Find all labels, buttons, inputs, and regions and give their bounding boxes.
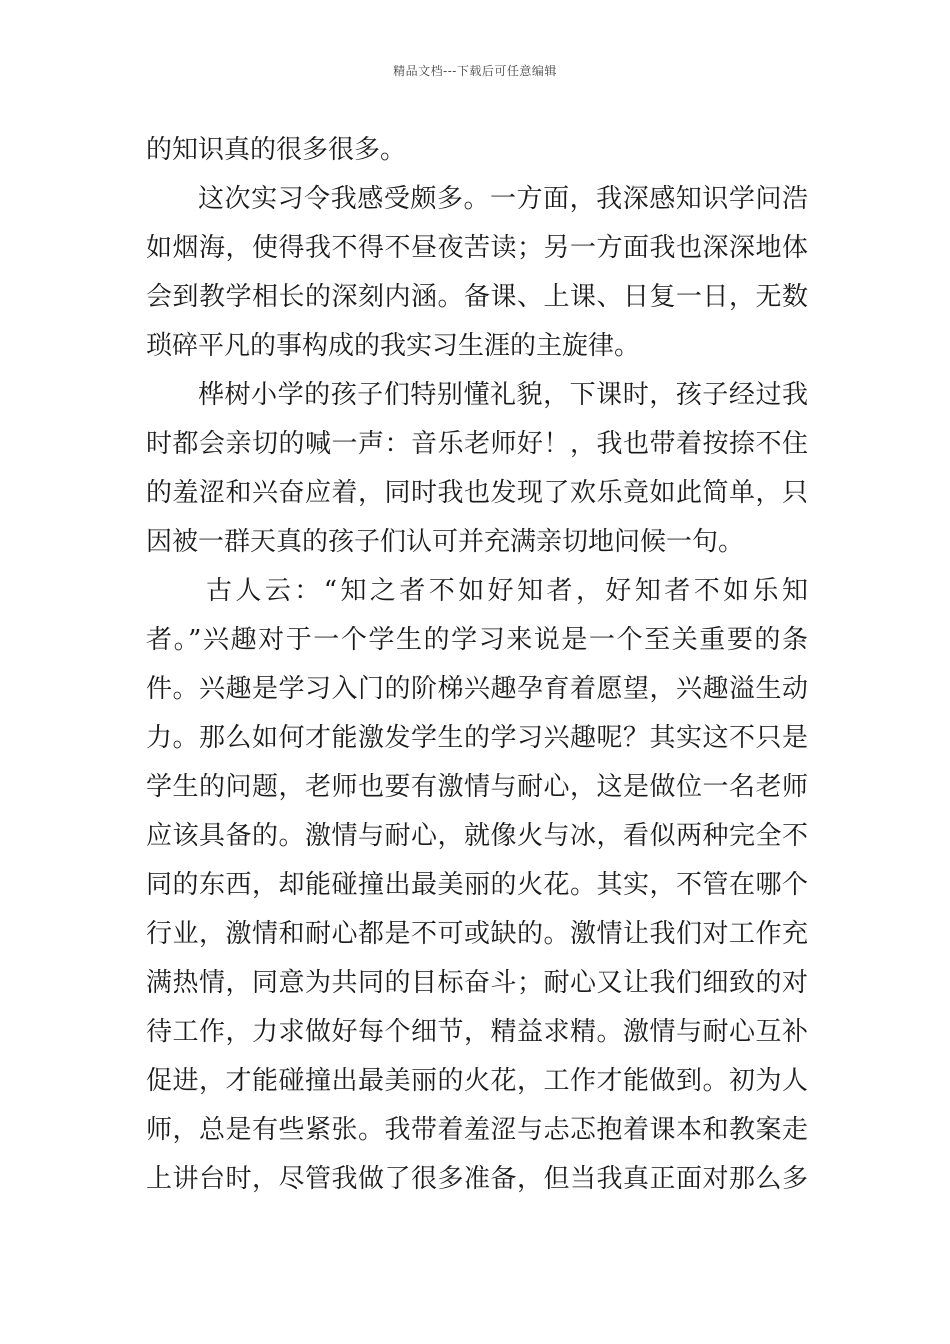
body-text — [146, 126, 808, 1204]
text-line: 的知识真的很多很多。 — [146, 135, 407, 165]
page-header: 精品文档---下载后可任意编辑 — [393, 64, 557, 78]
text-line: 同的东西，却能碰撞出最美丽的火花。其实，不管在哪个 — [146, 870, 808, 900]
text-line: 时都会亲切的喊一声：音乐老师好！，我也带着按捺不住 — [146, 429, 808, 459]
text-line: 桦树小学的孩子们特别懂礼貌，下课时，孩子经过我 — [198, 380, 808, 410]
text-line: 学生的问题，老师也要有激情与耐心，这是做位一名老师 — [146, 772, 808, 802]
text-line: 行业，激情和耐心都是不可或缺的。激情让我们对工作充 — [146, 919, 808, 949]
text-line: 的羞涩和兴奋应着，同时我也发现了欢乐竟如此简单，只 — [146, 478, 808, 508]
text-line: 力。那么如何才能激发学生的学习兴趣呢？其实这不只是 — [146, 723, 808, 753]
text-line: 上讲台时，尽管我做了很多准备，但当我真正面对那么多 — [146, 1164, 808, 1194]
text-line: 件。兴趣是学习入门的阶梯兴趣孕育着愿望，兴趣溢生动 — [146, 674, 808, 704]
text-line: 古人云：“知之者不如好知者，好知者不如乐知 — [206, 576, 808, 606]
text-line: 促进，才能碰撞出最美丽的火花，工作才能做到。初为人 — [146, 1066, 808, 1096]
text-line: 待工作，力求做好每个细节，精益求精。激情与耐心互补 — [146, 1017, 808, 1047]
text-line: 这次实习令我感受颇多。一方面，我深感知识学问浩 — [198, 184, 808, 214]
text-line: 因被一群天真的孩子们认可并充满亲切地问候一句。 — [146, 527, 745, 557]
text-line: 琐碎平凡的事构成的我实习生涯的主旋律。 — [146, 331, 641, 361]
text-line: 者。”兴趣对于一个学生的学习来说是一个至关重要的条 — [146, 625, 808, 655]
text-line: 会到教学相长的深刻内涵。备课、上课、日复一日，无数 — [146, 282, 808, 312]
text-line: 如烟海，使得我不得不昼夜苦读；另一方面我也深深地体 — [146, 233, 808, 263]
text-line: 满热情，同意为共同的目标奋斗；耐心又让我们细致的对 — [146, 968, 808, 998]
text-line: 应该具备的。激情与耐心，就像火与冰，看似两种完全不 — [146, 821, 808, 851]
text-line: 师，总是有些紧张。我带着羞涩与忐忑抱着课本和教案走 — [146, 1115, 808, 1145]
